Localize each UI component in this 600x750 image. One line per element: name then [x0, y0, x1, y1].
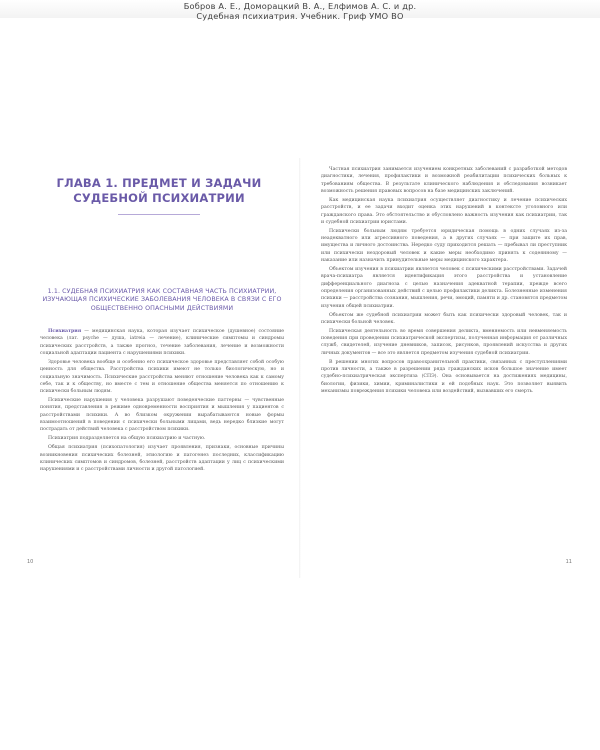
paragraph: Психические нарушения у человека разрушают поведенческие паттерны — чувственные понятия, представления в режиме одновременности восприятия и мышления у пациентов с расстройствами психики. А во близком окружении вырабатываются новые формы взаимоотношений в поведении с психически больными лицами, ведь нередко близкие могут пострадать от действий человека с расстройством психики. [40, 398, 284, 433]
keyword: Психиатрия [48, 329, 82, 334]
right-page [301, 158, 578, 578]
header-title-line-1: Бобров А. Е., Доморацкий В. А., Елфимов А. С. и др. [183, 1, 417, 11]
paragraph: Психически больным людям требуется юридическая помощь в одних случаях из-за неадекватного или агрессивного поведения, а в других случаях — при защите их прав, имущества и личного достоинства. Нередко суду приходится решать — пребывал ли преступник или психически нездоровый человек и какие меры необходимо принять к содеянному — наказание или назначить принудительные меры медицинского характера. [321, 228, 567, 264]
left-body-text [40, 328, 284, 475]
page-number-left: 10 [27, 559, 34, 565]
chapter-title: ГЛАВА 1. ПРЕДМЕТ И ЗАДАЧИ СУДЕБНОЙ ПСИХИАТРИИ [56, 176, 262, 205]
paragraph: В решении многих вопросов правоохранительной практики, связанных с преступлениями против личности, а также в разрешении ряда гражданских исков большое значение имеет судебно-психиатрическая экспертиза (СПЭ). Она основывается на достижениях медицины, биологии, физики, химии, криминалистики и ей подобных наук. Это позволяет выявить механизмы повреждения психики человека или воздействий, вызвавших его смерть. [321, 359, 567, 394]
paragraph: Общая психиатрия (психопатология) изучает проявления, признаки, основные причины возникновения психических болезней, этиологию и патогенез последних, классификацию клинических симптомов и синдромов, болезней, расстройств адаптации у лиц с психическими нарушениями и с расстройствами личности и другой патологией. [40, 445, 284, 473]
paragraph: Объектом же судебной психиатрии может быть как психически здоровый человек, так и психически больной человек. [321, 312, 567, 325]
section-title: 1.1. СУДЕБНАЯ ПСИХИАТРИЯ КАК СОСТАВНАЯ ЧАСТЬ ПСИХИАТРИИ, ИЗУЧАЮЩАЯ ПСИХИЧЕСКИЕ ЗАБОЛЕВАНИЯ ЧЕЛОВЕКА В СВЯЗИ С ЕГО ОБЩЕСТВЕННО ОПАСНЫМИ ДЕЙСТВИЯМИ [42, 288, 282, 312]
left-page [22, 158, 298, 578]
paragraph: Психиатрия — медицинская наука, которая изучает психическое (душевное) состояние человека (лат. psyche — душа, iatreia — лечение), клинические симптомы и синдромы психических расстройств, а также прогноз, течение заболевания, лечение и возможности социальной адаптации пациента с нарушениями психики. [40, 329, 284, 357]
paragraph: Частная психиатрия занимается изучением конкретных заболеваний с разработкой методов диагностики, лечения, профилактики и возможной реабилитации психических больных к требованиям общества. В результате клинического наблюдения и обследования возникает возможность решения правовых вопросов на базе медицинских заключений. [321, 167, 567, 195]
paragraph: Объектом изучения в психиатрии является человек с психическими расстройствами. Задачей врача-психиатра является идентификация этого расстройства и установление дифференциального диагноза с целью назначения адекватной терапии, прежде всего определения организованных действий с целью профилактики деликта. Болезненные изменения психики — расстройства сознания, мышления, речи, эмоций, памяти и др. становятся предметом изучения общей психиатрии. [321, 266, 567, 309]
header-title-line-2: Судебная психиатрия. Учебник. Гриф УМО ВО [196, 11, 404, 21]
page-number-right: 11 [565, 559, 572, 565]
book-spread [22, 158, 578, 578]
right-body-text [321, 166, 567, 397]
paragraph: Здоровье человека вообще и особенно его психическое здоровье представляет собой особую ценность для общества. Расстройства психики имеют не только биологическую, но и социальную значимость. Психические расстройства меняют отношение человека как к самому себе, так и к обществу, но вместе с тем и отношение общества меняется по отношению к психически больным людям. [40, 359, 284, 395]
header [0, 0, 600, 26]
paragraph: Психиатрия подразделяется на общую психиатрию и частную. [48, 436, 206, 442]
paragraph: Как медицинская наука психиатрия осуществляет диагностику и лечение психических расстройств, и ее задачи входит оценка этих нарушений в контексте уголовного или гражданского права. Это обстоятельство и обусловлено важность изучения как психиатрии, так и судебной психиатрии юристами. [321, 197, 567, 225]
chapter-ornament [118, 214, 200, 215]
paragraph: Психическая деятельность во время совершения деликта, вменяемость или невменяемость поведения при проведении психиатрической экспертизы, полученная информация от различных служб, свидетелей, изучение дневников, записок, рисунков, проявлений искусства и других личных документов — все это является предметом изучения судебной психиатрии. [321, 328, 567, 356]
